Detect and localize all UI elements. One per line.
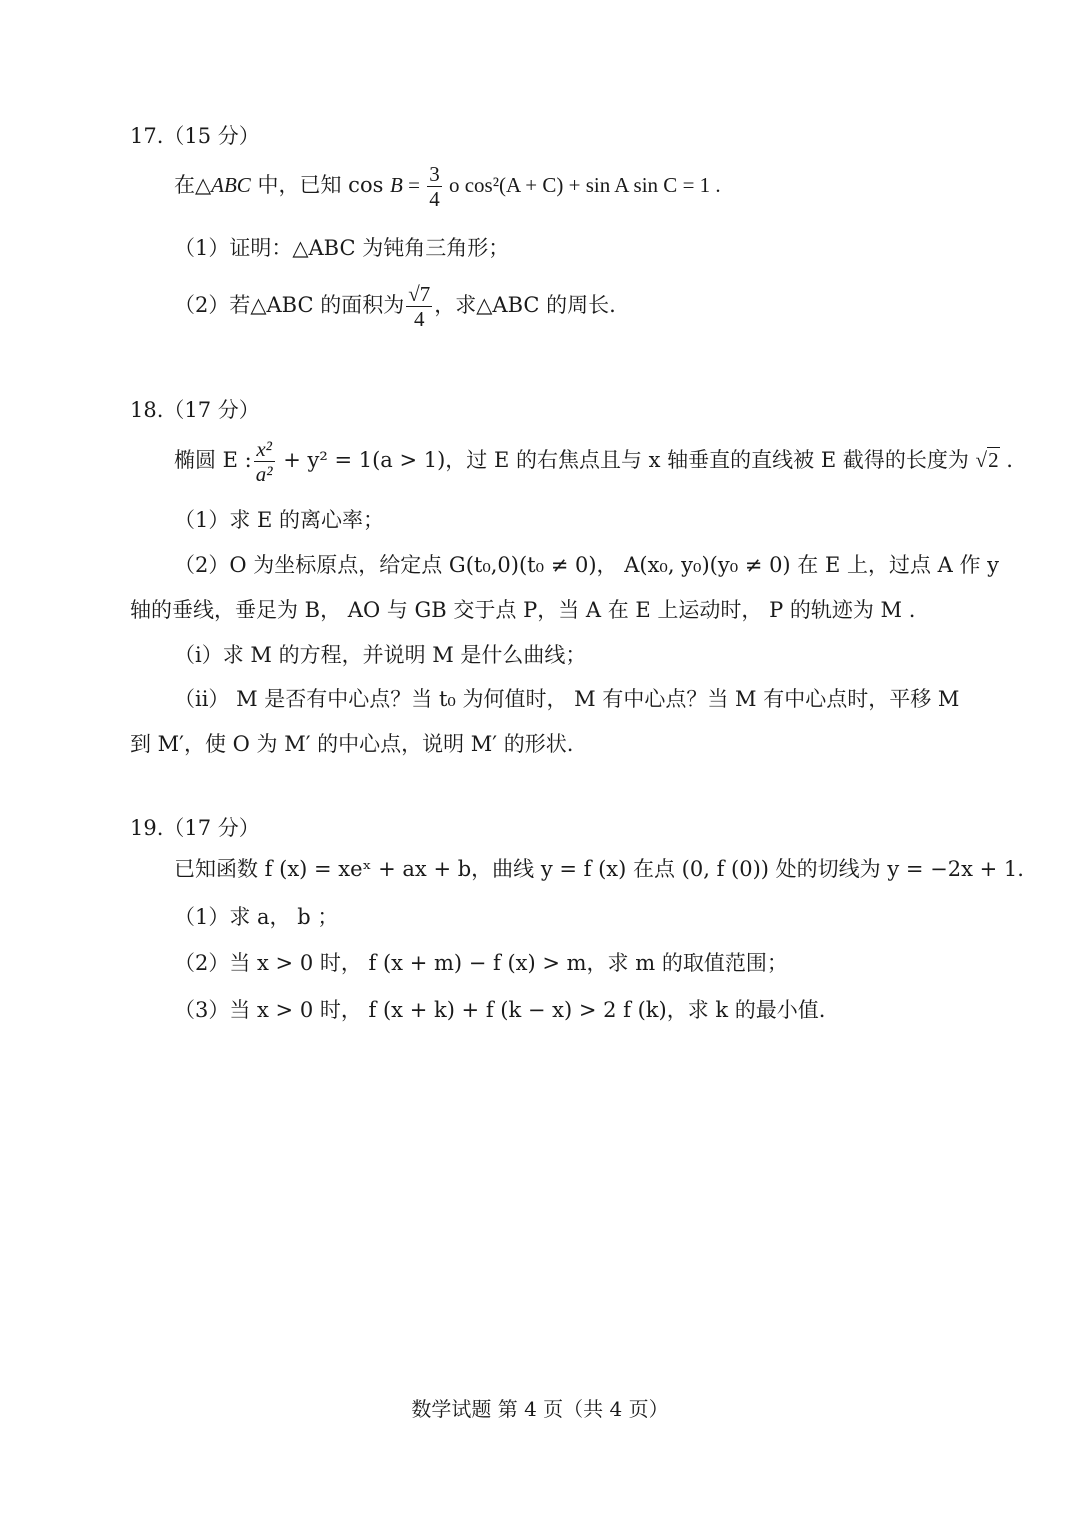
question-19-stem: 已知函数 f (x) = xeˣ + ax + b，曲线 y = f (x) 在点 (0, f (0)) 处的切线为 y = −2x + 1. [174,857,1024,881]
page-footer: 数学试题 第 4 页（共 4 页） [411,1397,669,1421]
fraction-three-quarters: $\frac{3}{4}$ [429,162,440,212]
question-18-stem: 椭圆 E : $\frac{\text{x²}}{\text{a²}}$ + y² = 1(a > 1)，过 E 的右焦点且与 x 轴垂直的直线被 E 截得的长度为 √2 . [174,437,1013,487]
question-19-part-2: （2）当 x > 0 时， f (x + m) − f (x) > m，求 m 的取值范围； [174,951,788,975]
question-19-header: 19.（17 分） [130,816,260,840]
sqrt-2: √2 [975,448,999,473]
question-19-part-3: （3）当 x > 0 时， f (x + k) + f (k − x) > 2 f (k)，求 k 的最小值. [174,998,826,1022]
question-17-part-2: （2）若△ABC 的面积为 $\frac{√7}{4}$ ，求△ABC 的周长. [174,282,616,332]
fraction-x2-over-a2: $\frac{\text{x²}}{\text{a²}}$ [255,437,273,487]
fraction-sqrt7-over-4: $\frac{√7}{4}$ [408,282,431,332]
question-18-part-2-line-2: 轴的垂线，垂足为 B， AO 与 GB 交于点 P，当 A 在 E 上运动时， P 的轨迹为 M . [130,598,916,622]
question-18-part-2-ii-line-2: 到 M′，使 O 为 M′ 的中心点，说明 M′ 的形状. [130,732,574,756]
question-17-header: 17.（15 分） [130,124,260,148]
question-18-header: 18.（17 分） [130,398,260,422]
question-19-part-1: （1）求 a， b ； [174,905,339,929]
question-17-stem: 在△ABC 中，已知 cos B = $\frac{3}{4}$ o cos²(A + C) + sin A sin C = 1 . [174,162,721,212]
question-18-part-2-i: （i）求 M 的方程，并说明 M 是什么曲线； [174,643,587,667]
question-18-part-2-line-1: （2）O 为坐标原点，给定点 G(t₀,0)(t₀ ≠ 0)， A(x₀, y₀)(y₀ ≠ 0) 在 E 上，过点 A 作 y [174,553,1000,577]
question-17-part-1: （1）证明：△ABC 为钝角三角形； [174,236,510,260]
question-18-part-2-ii-line-1: （ii） M 是否有中心点？当 t₀ 为何值时， M 有中心点？当 M 有中心点时，平移 M [174,687,960,711]
question-18-part-1: （1）求 E 的离心率； [174,508,385,532]
